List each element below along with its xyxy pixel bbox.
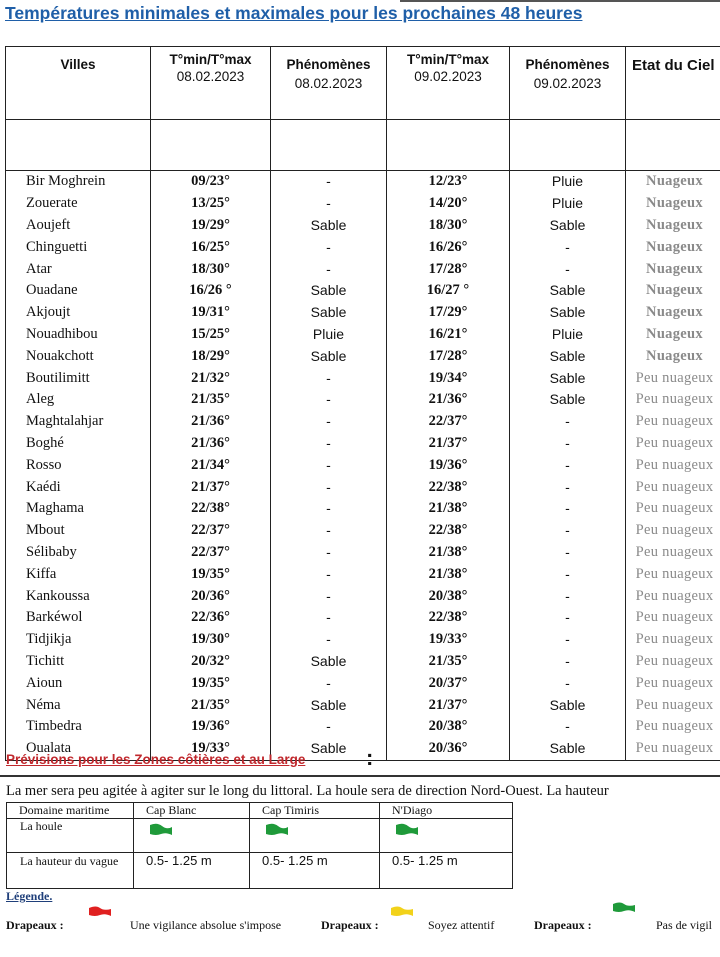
spacer-cell <box>626 120 720 171</box>
temp-day1-cell: 18/29° <box>151 345 271 367</box>
temp-day2-cell: 14/20° <box>387 193 510 215</box>
wave-table-header <box>7 803 513 819</box>
phenomena-day2-cell: - <box>510 716 626 738</box>
table-row <box>6 498 720 520</box>
city-cell: Kaédi <box>6 476 151 498</box>
table-row <box>6 651 720 673</box>
table-row <box>6 433 720 455</box>
sky-state-cell: Peu nuageux <box>626 542 720 564</box>
city-cell: Boghé <box>6 433 151 455</box>
sea-state-text: La mer sera peu agitée à agiter sur le long du littoral. La houle sera de direction Nord-Ouest. La hauteur <box>6 783 609 799</box>
temp-day1-cell: 21/36° <box>151 433 271 455</box>
table-row <box>6 476 720 498</box>
swell-flag-cell <box>134 819 250 853</box>
wave-height-label: La hauteur du vague <box>7 853 134 889</box>
temp-day2-cell: 18/30° <box>387 215 510 237</box>
temp-day1-cell: 15/25° <box>151 324 271 346</box>
phenomena-day1-cell: - <box>271 607 387 629</box>
table-row <box>6 367 720 389</box>
phenomena-day1-cell: - <box>271 258 387 280</box>
spacer-cell <box>510 120 626 171</box>
city-cell: Timbedra <box>6 716 151 738</box>
legend-item-yellow: Drapeaux : <box>321 918 379 932</box>
zone-cap-timiris: Cap Timiris <box>250 803 380 819</box>
phenomena-day2-cell: Sable <box>510 389 626 411</box>
domain-label: Domaine maritime <box>7 803 134 819</box>
swell-label: La houle <box>7 819 134 853</box>
table-row <box>6 258 720 280</box>
city-cell: Boutilimitt <box>6 367 151 389</box>
phenomena-day1-cell: - <box>271 563 387 585</box>
phenomena-day1-cell: Sable <box>271 215 387 237</box>
phenomena-day1-cell: Sable <box>271 345 387 367</box>
temperature-table <box>5 46 720 761</box>
city-cell: Aoujeft <box>6 215 151 237</box>
sky-state-cell: Peu nuageux <box>626 476 720 498</box>
green-flag-icon <box>264 822 290 838</box>
city-cell: Rosso <box>6 454 151 476</box>
wave-height-row <box>7 853 513 889</box>
city-cell: Aleg <box>6 389 151 411</box>
phenomena-day2-cell: Sable <box>510 280 626 302</box>
phenomena-day1-cell: - <box>271 629 387 651</box>
sky-state-cell: Peu nuageux <box>626 498 720 520</box>
temp-day1-cell: 21/36° <box>151 411 271 433</box>
temp-day1-cell: 19/35° <box>151 563 271 585</box>
table-row <box>6 520 720 542</box>
red-flag-icon <box>88 905 112 919</box>
city-cell: Nouadhibou <box>6 324 151 346</box>
temp-day1-cell: 19/36° <box>151 716 271 738</box>
temp-day1-cell: 21/37° <box>151 476 271 498</box>
phenomena-day1-cell: Sable <box>271 738 387 760</box>
city-cell: Sélibaby <box>6 542 151 564</box>
legend-title: Légende. <box>6 889 53 903</box>
city-cell: Barkéwol <box>6 607 151 629</box>
phenomena-day1-cell: - <box>271 716 387 738</box>
temp-day1-cell: 19/29° <box>151 215 271 237</box>
temp-day2-cell: 17/29° <box>387 302 510 324</box>
temp-day1-cell: 20/32° <box>151 651 271 673</box>
header-city: Villes <box>6 47 151 120</box>
city-cell: Kankoussa <box>6 585 151 607</box>
table-row <box>6 607 720 629</box>
city-cell: Maghama <box>6 498 151 520</box>
phenomena-day2-cell: Sable <box>510 694 626 716</box>
phenomena-day1-cell: - <box>271 585 387 607</box>
coastal-section-title: Prévisions pour les Zones côtières et au Large <box>6 752 306 767</box>
header-phenomena-day1: Phénomènes 08.02.2023 <box>271 47 387 120</box>
phenomena-day2-cell: - <box>510 607 626 629</box>
temp-day1-cell: 22/37° <box>151 542 271 564</box>
temp-day1-cell: 16/26 ° <box>151 280 271 302</box>
sky-state-cell: Nuageux <box>626 280 720 302</box>
phenomena-day2-cell: - <box>510 411 626 433</box>
phenomena-day1-cell: - <box>271 498 387 520</box>
table-row <box>6 563 720 585</box>
temp-day2-cell: 21/38° <box>387 498 510 520</box>
table-row <box>6 585 720 607</box>
city-cell: Akjoujt <box>6 302 151 324</box>
sky-state-cell: Peu nuageux <box>626 607 720 629</box>
temp-day2-cell: 21/38° <box>387 563 510 585</box>
wave-table <box>6 802 513 889</box>
phenomena-day1-cell: Sable <box>271 694 387 716</box>
temp-day2-cell: 16/26° <box>387 236 510 258</box>
phenomena-day1-cell: - <box>271 476 387 498</box>
temp-day1-cell: 19/30° <box>151 629 271 651</box>
city-cell: Kiffa <box>6 563 151 585</box>
green-flag-icon <box>612 901 636 915</box>
table-row <box>6 629 720 651</box>
city-cell: Aioun <box>6 672 151 694</box>
legend-item-red: Drapeaux : <box>6 918 64 932</box>
phenomena-day2-cell: - <box>510 585 626 607</box>
coastal-section-colon: : <box>366 745 374 770</box>
phenomena-day2-cell: - <box>510 454 626 476</box>
spacer-cell <box>271 120 387 171</box>
wave-height-ndiago: 0.5- 1.25 m <box>380 853 513 889</box>
phenomena-day2-cell: Pluie <box>510 193 626 215</box>
sky-state-cell: Peu nuageux <box>626 585 720 607</box>
sky-state-cell: Nuageux <box>626 236 720 258</box>
temp-day2-cell: 12/23° <box>387 171 510 193</box>
phenomena-day2-cell: - <box>510 651 626 673</box>
city-cell: Atar <box>6 258 151 280</box>
phenomena-day2-cell: - <box>510 498 626 520</box>
city-cell: Oualata <box>6 738 151 760</box>
header-phenomena-day2: Phénomènes 09.02.2023 <box>510 47 626 120</box>
spacer-cell <box>151 120 271 171</box>
table-row <box>6 454 720 476</box>
temp-day1-cell: 19/31° <box>151 302 271 324</box>
phenomena-day1-cell: - <box>271 367 387 389</box>
sky-state-cell: Nuageux <box>626 215 720 237</box>
header-sky: Etat du Ciel <box>626 47 720 120</box>
phenomena-day2-cell: - <box>510 476 626 498</box>
table-row <box>6 215 720 237</box>
sky-state-cell: Peu nuageux <box>626 651 720 673</box>
temp-day1-cell: 20/36° <box>151 585 271 607</box>
city-cell: Ouadane <box>6 280 151 302</box>
phenomena-day2-cell: - <box>510 236 626 258</box>
phenomena-day1-cell: - <box>271 433 387 455</box>
temp-day2-cell: 22/38° <box>387 476 510 498</box>
phenomena-day2-cell: - <box>510 520 626 542</box>
temp-day2-cell: 21/35° <box>387 651 510 673</box>
legend-text-yellow: Soyez attentif <box>428 918 495 932</box>
sky-state-cell: Nuageux <box>626 302 720 324</box>
city-cell: Maghtalahjar <box>6 411 151 433</box>
phenomena-day1-cell: - <box>271 171 387 193</box>
temp-day2-cell: 20/37° <box>387 672 510 694</box>
yellow-flag-icon <box>390 905 414 919</box>
temp-day2-cell: 21/36° <box>387 389 510 411</box>
phenomena-day2-cell: - <box>510 672 626 694</box>
phenomena-day2-cell: - <box>510 629 626 651</box>
sky-state-cell: Peu nuageux <box>626 694 720 716</box>
phenomena-day2-cell: - <box>510 258 626 280</box>
city-cell: Néma <box>6 694 151 716</box>
legend-text-green: Pas de vigil <box>656 918 712 932</box>
city-cell: Bir Moghrein <box>6 171 151 193</box>
temp-day1-cell: 13/25° <box>151 193 271 215</box>
sky-state-cell: Peu nuageux <box>626 411 720 433</box>
temp-day2-cell: 20/38° <box>387 585 510 607</box>
green-flag-icon <box>148 822 174 838</box>
sky-state-cell: Nuageux <box>626 193 720 215</box>
phenomena-day2-cell: Sable <box>510 215 626 237</box>
sky-state-cell: Peu nuageux <box>626 433 720 455</box>
phenomena-day2-cell: - <box>510 542 626 564</box>
temp-day1-cell: 22/36° <box>151 607 271 629</box>
table-row <box>6 672 720 694</box>
phenomena-day1-cell: Pluie <box>271 324 387 346</box>
temp-day1-cell: 16/25° <box>151 236 271 258</box>
phenomena-day1-cell: - <box>271 411 387 433</box>
spacer-cell <box>6 120 151 171</box>
phenomena-day2-cell: Pluie <box>510 324 626 346</box>
phenomena-day1-cell: - <box>271 672 387 694</box>
wave-height-cap-blanc: 0.5- 1.25 m <box>134 853 250 889</box>
temp-day2-cell: 21/38° <box>387 542 510 564</box>
temp-day2-cell: 22/38° <box>387 520 510 542</box>
table-row <box>6 542 720 564</box>
temp-day1-cell: 09/23° <box>151 171 271 193</box>
phenomena-day2-cell: - <box>510 433 626 455</box>
phenomena-day2-cell: Sable <box>510 738 626 760</box>
phenomena-day1-cell: - <box>271 520 387 542</box>
sky-state-cell: Nuageux <box>626 171 720 193</box>
city-cell: Chinguetti <box>6 236 151 258</box>
temp-day2-cell: 21/37° <box>387 433 510 455</box>
temp-day2-cell: 20/38° <box>387 716 510 738</box>
sky-state-cell: Nuageux <box>626 324 720 346</box>
temp-day1-cell: 22/38° <box>151 498 271 520</box>
phenomena-day2-cell: Pluie <box>510 171 626 193</box>
table-row <box>6 694 720 716</box>
temp-day2-cell: 21/37° <box>387 694 510 716</box>
sky-state-cell: Peu nuageux <box>626 738 720 760</box>
section-divider <box>0 775 720 777</box>
sky-state-cell: Peu nuageux <box>626 389 720 411</box>
temp-day2-cell: 16/21° <box>387 324 510 346</box>
zone-ndiago: N'Diago <box>380 803 513 819</box>
legend-text-red: Une vigilance absolue s'impose <box>130 918 282 932</box>
temp-day1-cell: 19/35° <box>151 672 271 694</box>
header-temp-day2: T°min/T°max 09.02.2023 <box>387 47 510 120</box>
table-row <box>6 324 720 346</box>
header-spacer-row <box>6 120 720 171</box>
table-row <box>6 236 720 258</box>
temp-day2-cell: 19/33° <box>387 629 510 651</box>
temp-day2-cell: 16/27 ° <box>387 280 510 302</box>
table-row <box>6 193 720 215</box>
table-row <box>6 302 720 324</box>
legend-item-green: Drapeaux : <box>534 918 592 932</box>
sky-state-cell: Peu nuageux <box>626 563 720 585</box>
table-row <box>6 345 720 367</box>
temp-day2-cell: 19/36° <box>387 454 510 476</box>
temp-day1-cell: 22/37° <box>151 520 271 542</box>
city-cell: Tidjikja <box>6 629 151 651</box>
table-row <box>6 171 720 193</box>
sky-state-cell: Peu nuageux <box>626 454 720 476</box>
phenomena-day2-cell: Sable <box>510 345 626 367</box>
sky-state-cell: Peu nuageux <box>626 367 720 389</box>
sky-state-cell: Peu nuageux <box>626 716 720 738</box>
temp-day1-cell: 21/32° <box>151 367 271 389</box>
swell-row <box>7 819 513 853</box>
zone-cap-blanc: Cap Blanc <box>134 803 250 819</box>
phenomena-day1-cell: - <box>271 454 387 476</box>
spacer-cell <box>387 120 510 171</box>
table-row <box>6 280 720 302</box>
wave-height-cap-timiris: 0.5- 1.25 m <box>250 853 380 889</box>
top-rule <box>400 0 720 2</box>
table-header-row <box>6 47 720 120</box>
swell-flag-cell <box>250 819 380 853</box>
sky-state-cell: Peu nuageux <box>626 672 720 694</box>
temp-day2-cell: 20/36° <box>387 738 510 760</box>
temp-day2-cell: 22/37° <box>387 411 510 433</box>
sky-state-cell: Nuageux <box>626 345 720 367</box>
city-cell: Nouakchott <box>6 345 151 367</box>
temp-day2-cell: 17/28° <box>387 345 510 367</box>
phenomena-day2-cell: Sable <box>510 302 626 324</box>
temp-day2-cell: 17/28° <box>387 258 510 280</box>
header-temp-day1: T°min/T°max 08.02.2023 <box>151 47 271 120</box>
temp-day1-cell: 21/35° <box>151 694 271 716</box>
phenomena-day1-cell: Sable <box>271 302 387 324</box>
phenomena-day1-cell: - <box>271 542 387 564</box>
temp-day1-cell: 19/33° <box>151 738 271 760</box>
phenomena-day1-cell: - <box>271 236 387 258</box>
table-row <box>6 716 720 738</box>
sky-state-cell: Peu nuageux <box>626 629 720 651</box>
table-row <box>6 389 720 411</box>
phenomena-day1-cell: - <box>271 193 387 215</box>
city-cell: Tichitt <box>6 651 151 673</box>
phenomena-day2-cell: - <box>510 563 626 585</box>
swell-flag-cell <box>380 819 513 853</box>
phenomena-day2-cell: Sable <box>510 367 626 389</box>
temp-day2-cell: 19/34° <box>387 367 510 389</box>
city-cell: Zouerate <box>6 193 151 215</box>
sky-state-cell: Peu nuageux <box>626 520 720 542</box>
temp-day1-cell: 21/34° <box>151 454 271 476</box>
phenomena-day1-cell: Sable <box>271 280 387 302</box>
temp-day2-cell: 22/38° <box>387 607 510 629</box>
phenomena-day1-cell: Sable <box>271 651 387 673</box>
temp-day1-cell: 21/35° <box>151 389 271 411</box>
phenomena-day1-cell: - <box>271 389 387 411</box>
table-row <box>6 411 720 433</box>
page-title: Températures minimales et maximales pour les prochaines 48 heures <box>5 3 583 23</box>
temp-day1-cell: 18/30° <box>151 258 271 280</box>
city-cell: Mbout <box>6 520 151 542</box>
green-flag-icon <box>394 822 420 838</box>
sky-state-cell: Nuageux <box>626 258 720 280</box>
